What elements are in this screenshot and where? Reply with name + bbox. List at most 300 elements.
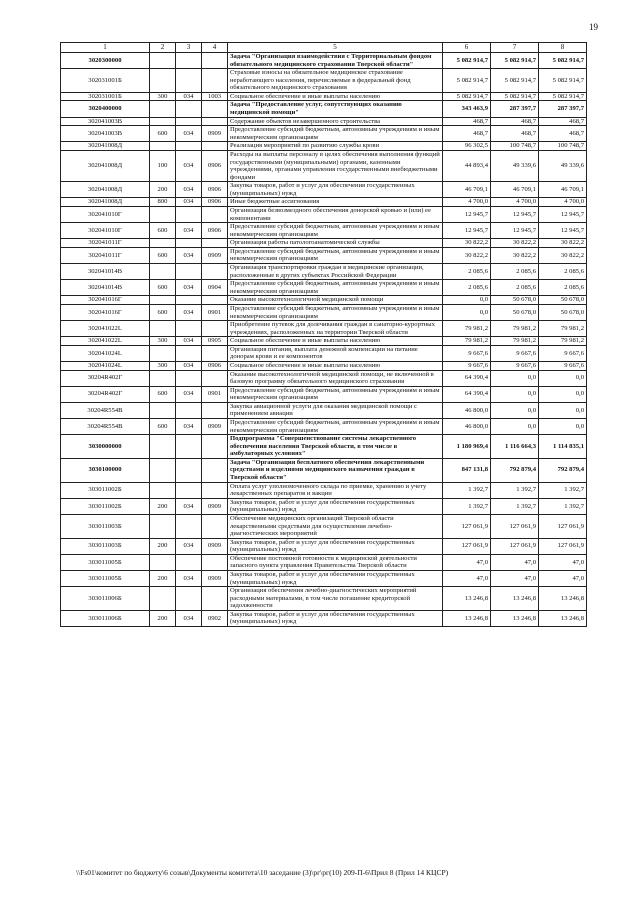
amount-year3-cell: 127 061,9 — [539, 538, 587, 554]
amount-year3-cell: 5 082 914,7 — [539, 69, 587, 93]
amount-year2-cell: 13 246,8 — [491, 587, 539, 611]
ministry-code-cell — [176, 458, 202, 482]
amount-year3-cell: 4 700,0 — [539, 198, 587, 207]
amount-year3-cell: 30 822,2 — [539, 239, 587, 248]
amount-year3-cell: 50 678,0 — [539, 304, 587, 320]
amount-year1-cell: 468,7 — [443, 126, 491, 142]
item-name-cell: Предоставление субсидий бюджетным, автономным учреждениям и иным некоммерческим организациям — [228, 126, 443, 142]
amount-year3-cell: 47,0 — [539, 554, 587, 570]
item-name-cell: Организация работы патологоанатомической службы — [228, 239, 443, 248]
item-name-cell: Иные бюджетные ассигнования — [228, 198, 443, 207]
section-code-cell — [202, 370, 228, 386]
table-row — [61, 402, 587, 418]
amount-year3-cell: 1 392,7 — [539, 498, 587, 514]
amount-year3-cell: 5 082 914,7 — [539, 92, 587, 101]
target-code-cell: 3020300000 — [61, 53, 150, 69]
ministry-code-cell — [176, 117, 202, 126]
table-row — [61, 304, 587, 320]
expense-type-cell — [150, 117, 176, 126]
ministry-code-cell: 034 — [176, 223, 202, 239]
expense-type-cell — [150, 321, 176, 337]
amount-year3-cell: 1 392,7 — [539, 482, 587, 498]
expense-type-cell: 200 — [150, 538, 176, 554]
amount-year3-cell: 46 709,1 — [539, 182, 587, 198]
section-code-cell: 0904 — [202, 280, 228, 296]
expense-type-cell — [150, 296, 176, 305]
expense-type-cell — [150, 587, 176, 611]
column-header-4: 4 — [202, 43, 228, 53]
ministry-code-cell: 034 — [176, 386, 202, 402]
amount-year3-cell: 79 981,2 — [539, 337, 587, 346]
section-code-cell: 0901 — [202, 304, 228, 320]
table-row — [61, 538, 587, 554]
ministry-code-cell — [176, 101, 202, 117]
expense-type-cell: 300 — [150, 92, 176, 101]
amount-year3-cell: 0,0 — [539, 402, 587, 418]
table-row — [61, 247, 587, 263]
table-row — [61, 150, 587, 181]
expense-type-cell — [150, 264, 176, 280]
expense-type-cell — [150, 370, 176, 386]
table-row — [61, 321, 587, 337]
amount-year1-cell: 30 822,2 — [443, 239, 491, 248]
ministry-code-cell — [176, 345, 202, 361]
ministry-code-cell — [176, 514, 202, 538]
expense-type-cell: 600 — [150, 247, 176, 263]
target-code-cell: 3020400000 — [61, 101, 150, 117]
expense-type-cell — [150, 239, 176, 248]
ministry-code-cell — [176, 264, 202, 280]
table-row — [61, 69, 587, 93]
expense-type-cell: 600 — [150, 419, 176, 435]
ministry-code-cell — [176, 435, 202, 459]
amount-year1-cell: 46 800,0 — [443, 402, 491, 418]
section-code-cell — [202, 239, 228, 248]
expense-type-cell — [150, 53, 176, 69]
section-code-cell — [202, 345, 228, 361]
amount-year1-cell: 5 082 914,7 — [443, 69, 491, 93]
target-code-cell: 303011003Б — [61, 538, 150, 554]
amount-year2-cell: 50 678,0 — [491, 296, 539, 305]
amount-year3-cell: 2 085,6 — [539, 264, 587, 280]
amount-year2-cell: 46 709,1 — [491, 182, 539, 198]
item-name-cell: Социальное обеспечение и иные выплаты населению — [228, 92, 443, 101]
amount-year1-cell: 4 700,0 — [443, 198, 491, 207]
table-row — [61, 370, 587, 386]
target-code-cell: 303011002Б — [61, 482, 150, 498]
amount-year2-cell: 127 061,9 — [491, 538, 539, 554]
expense-type-cell: 800 — [150, 198, 176, 207]
amount-year2-cell: 79 981,2 — [491, 337, 539, 346]
amount-year2-cell: 0,0 — [491, 370, 539, 386]
amount-year3-cell: 468,7 — [539, 126, 587, 142]
amount-year3-cell: 47,0 — [539, 571, 587, 587]
amount-year3-cell: 792 879,4 — [539, 458, 587, 482]
amount-year2-cell: 468,7 — [491, 126, 539, 142]
section-code-cell: 0906 — [202, 150, 228, 181]
amount-year3-cell: 1 114 835,1 — [539, 435, 587, 459]
column-header-6: 6 — [443, 43, 491, 53]
amount-year1-cell: 1 180 969,4 — [443, 435, 491, 459]
item-name-cell: Оказание высокотехнологичной медицинской помощи — [228, 296, 443, 305]
amount-year3-cell: 5 082 914,7 — [539, 53, 587, 69]
expense-type-cell — [150, 69, 176, 93]
ministry-code-cell: 034 — [176, 182, 202, 198]
expense-type-cell: 600 — [150, 223, 176, 239]
item-name-cell: Предоставление субсидий бюджетным, автономным учреждениям и иным некоммерческим организациям — [228, 223, 443, 239]
item-name-cell: Социальное обеспечение и иные выплаты населению — [228, 361, 443, 370]
amount-year1-cell: 9 667,6 — [443, 361, 491, 370]
amount-year3-cell: 0,0 — [539, 419, 587, 435]
amount-year1-cell: 847 131,8 — [443, 458, 491, 482]
target-code-cell: 302041008Д — [61, 150, 150, 181]
ministry-code-cell — [176, 53, 202, 69]
expense-type-cell — [150, 514, 176, 538]
amount-year2-cell: 12 945,7 — [491, 206, 539, 222]
table-row — [61, 514, 587, 538]
amount-year3-cell: 287 397,7 — [539, 101, 587, 117]
table-row — [61, 482, 587, 498]
amount-year2-cell: 13 246,8 — [491, 610, 539, 626]
amount-year2-cell: 47,0 — [491, 571, 539, 587]
section-code-cell — [202, 101, 228, 117]
section-code-cell: 0909 — [202, 538, 228, 554]
ministry-code-cell — [176, 482, 202, 498]
target-code-cell: 302041008Д — [61, 182, 150, 198]
amount-year1-cell: 2 085,6 — [443, 280, 491, 296]
column-header-5: 5 — [228, 43, 443, 53]
table-row — [61, 337, 587, 346]
target-code-cell: 302041016Г — [61, 304, 150, 320]
item-name-cell: Организация обеспечения лечебно-диагностических мероприятий расходными материалами, в том числе погашение кредиторской задолженности — [228, 587, 443, 611]
section-code-cell — [202, 53, 228, 69]
section-code-cell: 0902 — [202, 610, 228, 626]
table-row — [61, 571, 587, 587]
amount-year2-cell: 47,0 — [491, 554, 539, 570]
amount-year1-cell: 9 667,6 — [443, 345, 491, 361]
item-name-cell: Предоставление субсидий бюджетным, автономным учреждениям и иным некоммерческим организациям — [228, 304, 443, 320]
amount-year1-cell: 5 082 914,7 — [443, 92, 491, 101]
target-code-cell: 302041022L — [61, 321, 150, 337]
amount-year2-cell: 5 082 914,7 — [491, 53, 539, 69]
section-code-cell: 0906 — [202, 198, 228, 207]
amount-year2-cell: 12 945,7 — [491, 223, 539, 239]
table-row — [61, 92, 587, 101]
amount-year2-cell: 2 085,6 — [491, 280, 539, 296]
table-row — [61, 182, 587, 198]
target-code-cell: 303011006Б — [61, 610, 150, 626]
target-code-cell: 302041010Г — [61, 206, 150, 222]
ministry-code-cell: 034 — [176, 419, 202, 435]
item-name-cell: Предоставление субсидий бюджетным, автономным учреждениям и иным некоммерческим организациям — [228, 386, 443, 402]
ministry-code-cell: 034 — [176, 198, 202, 207]
amount-year1-cell: 96 302,5 — [443, 142, 491, 151]
section-code-cell — [202, 587, 228, 611]
expense-type-cell — [150, 345, 176, 361]
expense-type-cell: 200 — [150, 571, 176, 587]
ministry-code-cell: 034 — [176, 538, 202, 554]
target-code-cell: 302041008Д — [61, 142, 150, 151]
target-code-cell: 3030100000 — [61, 458, 150, 482]
section-code-cell — [202, 402, 228, 418]
table-row — [61, 101, 587, 117]
item-name-cell: Страховые взносы на обязательное медицинское страхование неработающего населения, перечисляемые в федеральный фонд обязательного медицинского страхования — [228, 69, 443, 93]
section-code-cell — [202, 206, 228, 222]
amount-year1-cell: 5 082 914,7 — [443, 53, 491, 69]
amount-year3-cell: 49 339,6 — [539, 150, 587, 181]
table-row — [61, 223, 587, 239]
section-code-cell — [202, 264, 228, 280]
target-code-cell: 302041003В — [61, 126, 150, 142]
table-row — [61, 419, 587, 435]
section-code-cell: 0909 — [202, 498, 228, 514]
budget-table — [60, 42, 587, 627]
amount-year1-cell: 0,0 — [443, 304, 491, 320]
amount-year2-cell: 100 748,7 — [491, 142, 539, 151]
item-name-cell: Организация безвозмездного обеспечения донорской кровью и (или) ее компонентами — [228, 206, 443, 222]
section-code-cell — [202, 458, 228, 482]
item-name-cell: Задача "Предоставление услуг, сопутствующих оказанию медицинской помощи" — [228, 101, 443, 117]
section-code-cell — [202, 554, 228, 570]
column-header-7: 7 — [491, 43, 539, 53]
target-code-cell: 302041011Г — [61, 247, 150, 263]
target-code-cell: 30204R402Г — [61, 386, 150, 402]
amount-year2-cell: 0,0 — [491, 386, 539, 402]
expense-type-cell: 300 — [150, 337, 176, 346]
item-name-cell: Приобретение путевок для долечивания граждан в санаторно-курортных учреждениях, расположенных на территории Тверской области — [228, 321, 443, 337]
target-code-cell: 302041011Г — [61, 239, 150, 248]
amount-year2-cell: 1 392,7 — [491, 482, 539, 498]
expense-type-cell: 600 — [150, 126, 176, 142]
item-name-cell: Закупка товаров, работ и услуг для обеспечения государственных (муниципальных) нужд — [228, 498, 443, 514]
table-row — [61, 198, 587, 207]
amount-year1-cell: 64 390,4 — [443, 370, 491, 386]
amount-year3-cell: 9 667,6 — [539, 345, 587, 361]
expense-type-cell: 600 — [150, 304, 176, 320]
ministry-code-cell: 034 — [176, 247, 202, 263]
section-code-cell: 0906 — [202, 223, 228, 239]
item-name-cell: Задача "Организация взаимодействия с Территориальным фондом обязательного медицинского страхования Тверской области" — [228, 53, 443, 69]
target-code-cell: 30204R554В — [61, 419, 150, 435]
ministry-code-cell: 034 — [176, 361, 202, 370]
section-code-cell — [202, 69, 228, 93]
section-code-cell: 0906 — [202, 361, 228, 370]
amount-year2-cell: 30 822,2 — [491, 247, 539, 263]
target-code-cell: 30204R402Г — [61, 370, 150, 386]
amount-year3-cell: 0,0 — [539, 370, 587, 386]
amount-year3-cell: 12 945,7 — [539, 206, 587, 222]
amount-year1-cell: 343 463,9 — [443, 101, 491, 117]
expense-type-cell — [150, 142, 176, 151]
ministry-code-cell — [176, 587, 202, 611]
table-row — [61, 498, 587, 514]
ministry-code-cell — [176, 142, 202, 151]
amount-year1-cell: 468,7 — [443, 117, 491, 126]
amount-year1-cell: 12 945,7 — [443, 223, 491, 239]
target-code-cell: 302041010Г — [61, 223, 150, 239]
table-row — [61, 345, 587, 361]
target-code-cell: 302041014В — [61, 264, 150, 280]
expense-type-cell: 300 — [150, 361, 176, 370]
amount-year1-cell: 46 709,1 — [443, 182, 491, 198]
target-code-cell: 302041008Д — [61, 198, 150, 207]
target-code-cell: 302031001Б — [61, 92, 150, 101]
expense-type-cell: 600 — [150, 280, 176, 296]
expense-type-cell — [150, 206, 176, 222]
item-name-cell: Оплата услуг уполномоченного склада по приемке, хранению и учету лекарственных препаратов и вакцин — [228, 482, 443, 498]
target-code-cell: 302041024L — [61, 361, 150, 370]
amount-year1-cell: 46 800,0 — [443, 419, 491, 435]
amount-year1-cell: 13 246,8 — [443, 587, 491, 611]
target-code-cell: 302041014В — [61, 280, 150, 296]
amount-year1-cell: 2 085,6 — [443, 264, 491, 280]
amount-year1-cell: 13 246,8 — [443, 610, 491, 626]
amount-year2-cell: 9 667,6 — [491, 361, 539, 370]
table-row — [61, 206, 587, 222]
ministry-code-cell: 034 — [176, 304, 202, 320]
amount-year2-cell: 287 397,7 — [491, 101, 539, 117]
ministry-code-cell — [176, 370, 202, 386]
table-row — [61, 296, 587, 305]
item-name-cell: Закупка авиационной услуги для оказания медицинской помощи с применением авиации — [228, 402, 443, 418]
ministry-code-cell: 034 — [176, 610, 202, 626]
target-code-cell: 30204R554В — [61, 402, 150, 418]
section-code-cell: 0909 — [202, 247, 228, 263]
amount-year2-cell: 49 339,6 — [491, 150, 539, 181]
expense-type-cell — [150, 554, 176, 570]
amount-year3-cell: 468,7 — [539, 117, 587, 126]
item-name-cell: Реализация мероприятий по развитию службы крови — [228, 142, 443, 151]
item-name-cell: Задача "Организация бесплатного обеспечения лекарственными средствами и изделиями медицинского назначения граждан в Тверской области" — [228, 458, 443, 482]
amount-year3-cell: 13 246,8 — [539, 587, 587, 611]
section-code-cell: 1003 — [202, 92, 228, 101]
amount-year1-cell: 47,0 — [443, 571, 491, 587]
expense-type-cell — [150, 402, 176, 418]
amount-year1-cell: 64 390,4 — [443, 386, 491, 402]
expense-type-cell — [150, 458, 176, 482]
amount-year1-cell: 127 061,9 — [443, 514, 491, 538]
target-code-cell: 302041003В — [61, 117, 150, 126]
section-code-cell: 0909 — [202, 126, 228, 142]
table-row — [61, 610, 587, 626]
section-code-cell: 0909 — [202, 419, 228, 435]
amount-year3-cell: 79 981,2 — [539, 321, 587, 337]
amount-year3-cell: 100 748,7 — [539, 142, 587, 151]
section-code-cell: 0905 — [202, 337, 228, 346]
amount-year2-cell: 4 700,0 — [491, 198, 539, 207]
table-row — [61, 435, 587, 459]
amount-year2-cell: 5 082 914,7 — [491, 92, 539, 101]
amount-year1-cell: 1 392,7 — [443, 482, 491, 498]
ministry-code-cell — [176, 69, 202, 93]
column-header-8: 8 — [539, 43, 587, 53]
item-name-cell: Предоставление субсидий бюджетным, автономным учреждениям и иным некоммерческим организациям — [228, 280, 443, 296]
amount-year2-cell: 792 879,4 — [491, 458, 539, 482]
expense-type-cell — [150, 435, 176, 459]
expense-type-cell: 200 — [150, 182, 176, 198]
item-name-cell: Закупка товаров, работ и услуг для обеспечения государственных (муниципальных) нужд — [228, 610, 443, 626]
section-code-cell — [202, 321, 228, 337]
table-row — [61, 126, 587, 142]
amount-year3-cell: 127 061,9 — [539, 514, 587, 538]
amount-year3-cell: 50 678,0 — [539, 296, 587, 305]
ministry-code-cell: 034 — [176, 126, 202, 142]
amount-year2-cell: 2 085,6 — [491, 264, 539, 280]
amount-year2-cell: 0,0 — [491, 402, 539, 418]
amount-year3-cell: 30 822,2 — [539, 247, 587, 263]
table-row — [61, 264, 587, 280]
column-header-2: 2 — [150, 43, 176, 53]
table-row — [61, 361, 587, 370]
amount-year1-cell: 1 392,7 — [443, 498, 491, 514]
ministry-code-cell: 034 — [176, 498, 202, 514]
expense-type-cell: 200 — [150, 610, 176, 626]
table-row — [61, 142, 587, 151]
expense-type-cell — [150, 482, 176, 498]
section-code-cell: 0901 — [202, 386, 228, 402]
target-code-cell: 302041024L — [61, 345, 150, 361]
ministry-code-cell — [176, 554, 202, 570]
ministry-code-cell: 034 — [176, 92, 202, 101]
item-name-cell: Обеспечение постоянной готовности к медицинской деятельности запасного пункта управления Правительства Тверской области — [228, 554, 443, 570]
amount-year2-cell: 468,7 — [491, 117, 539, 126]
expense-type-cell — [150, 101, 176, 117]
column-header-1: 1 — [61, 43, 150, 53]
page-number: 19 — [589, 22, 598, 32]
amount-year2-cell: 1 116 664,3 — [491, 435, 539, 459]
amount-year1-cell: 0,0 — [443, 296, 491, 305]
item-name-cell: Подпрограмма "Совершенствование системы лекарственного обеспечения населения Тверской области, в том числе в амбулаторных условиях" — [228, 435, 443, 459]
ministry-code-cell: 034 — [176, 150, 202, 181]
section-code-cell — [202, 435, 228, 459]
amount-year3-cell: 0,0 — [539, 386, 587, 402]
item-name-cell: Предоставление субсидий бюджетным, автономным учреждениям и иным некоммерческим организациям — [228, 247, 443, 263]
amount-year2-cell: 50 678,0 — [491, 304, 539, 320]
target-code-cell: 302041022L — [61, 337, 150, 346]
target-code-cell: 303011006Б — [61, 587, 150, 611]
target-code-cell: 303011005Б — [61, 571, 150, 587]
ministry-code-cell: 034 — [176, 571, 202, 587]
expense-type-cell: 100 — [150, 150, 176, 181]
amount-year1-cell: 79 981,2 — [443, 337, 491, 346]
amount-year1-cell: 79 981,2 — [443, 321, 491, 337]
amount-year3-cell: 2 085,6 — [539, 280, 587, 296]
item-name-cell: Закупка товаров, работ и услуг для обеспечения государственных (муниципальных) нужд — [228, 538, 443, 554]
table-row — [61, 53, 587, 69]
amount-year1-cell: 127 061,9 — [443, 538, 491, 554]
item-name-cell: Оказание высокотехнологичной медицинской помощи, не включенной в базовую программу обязательного медицинского страхования — [228, 370, 443, 386]
section-code-cell — [202, 142, 228, 151]
target-code-cell: 303011005Б — [61, 554, 150, 570]
ministry-code-cell — [176, 239, 202, 248]
item-name-cell: Организация транспортировки граждан в медицинские организации, расположенные в других субъектах Российской Федерации — [228, 264, 443, 280]
amount-year1-cell: 47,0 — [443, 554, 491, 570]
table-row — [61, 280, 587, 296]
amount-year1-cell: 44 893,4 — [443, 150, 491, 181]
ministry-code-cell — [176, 321, 202, 337]
item-name-cell: Социальное обеспечение и иные выплаты населению — [228, 337, 443, 346]
section-code-cell — [202, 296, 228, 305]
expense-type-cell: 200 — [150, 498, 176, 514]
table-row — [61, 458, 587, 482]
section-code-cell — [202, 482, 228, 498]
item-name-cell: Закупка товаров, работ и услуг для обеспечения государственных (муниципальных) нужд — [228, 571, 443, 587]
amount-year2-cell: 5 082 914,7 — [491, 69, 539, 93]
table-row — [61, 587, 587, 611]
section-code-cell — [202, 117, 228, 126]
amount-year1-cell: 30 822,2 — [443, 247, 491, 263]
target-code-cell: 302031001Б — [61, 69, 150, 93]
